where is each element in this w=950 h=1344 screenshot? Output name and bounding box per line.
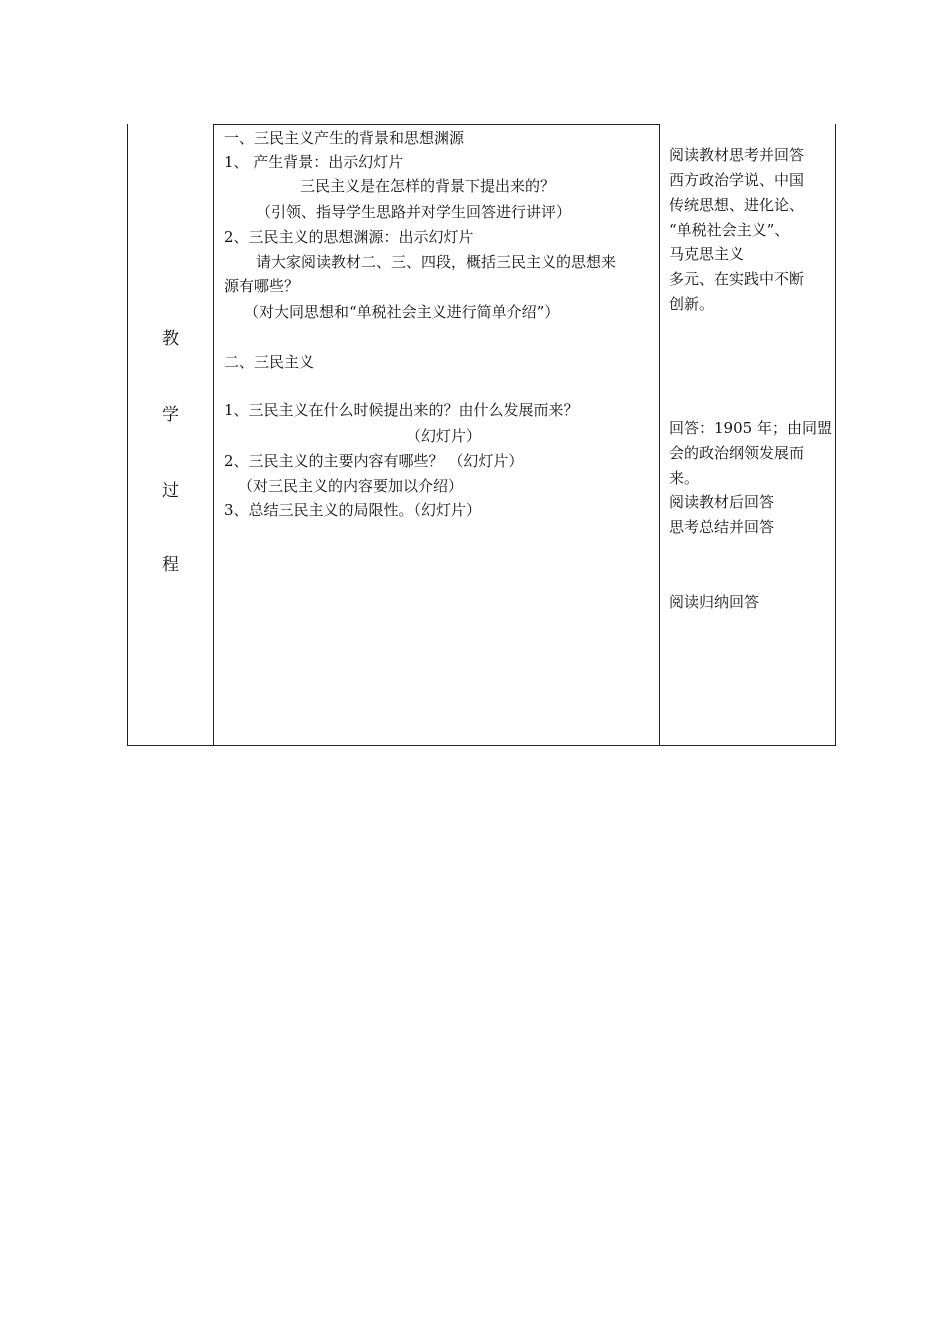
content-line: 1、 产生背景：出示幻灯片: [224, 153, 404, 171]
section-label-char-4: 程: [162, 555, 179, 575]
content-line: 2、三民主义的思想渊源：出示幻灯片: [224, 228, 474, 246]
response-line: 多元、在实践中不断: [669, 270, 805, 288]
content-line: 2、三民主义的主要内容有哪些？ （幻灯片）: [224, 452, 524, 470]
content-line: 源有哪些？: [224, 277, 300, 295]
content-line: （对大同思想和“单税社会主义进行简单介绍”）: [244, 303, 560, 321]
response-line: 创新。: [669, 295, 715, 313]
lesson-plan-table: [127, 124, 836, 746]
response-line: 思考总结并回答: [669, 518, 775, 536]
content-heading-1: 一、三民主义产生的背景和思想渊源: [224, 129, 465, 147]
column-divider-2: [659, 124, 660, 745]
section-label-char-1: 教: [162, 329, 179, 349]
content-line: 3、总结三民主义的局限性。（幻灯片）: [224, 501, 482, 519]
content-line: （对三民主义的内容要加以介绍）: [238, 477, 464, 495]
section-label-char-3: 过: [162, 481, 179, 501]
response-line: 阅读归纳回答: [669, 593, 760, 611]
section-label-char-2: 学: [162, 405, 179, 425]
response-line: 来。: [669, 469, 700, 487]
table-top-border: [213, 124, 659, 125]
content-line: 1、三民主义在什么时候提出来的？由什么发展而来？: [224, 401, 579, 419]
response-line: 西方政治学说、中国: [669, 171, 805, 189]
response-line: 回答：1905 年；由同盟: [669, 419, 832, 437]
response-line: 会的政治纲领发展而: [669, 444, 805, 462]
response-line: 传统思想、进化论、: [669, 196, 805, 214]
column-divider-1: [213, 124, 214, 745]
response-line: 阅读教材思考并回答: [669, 146, 805, 164]
content-line: （引领、指导学生思路并对学生回答进行讲评）: [256, 203, 572, 221]
content-line: 三民主义是在怎样的背景下提出来的？: [300, 177, 556, 195]
response-line: 阅读教材后回答: [669, 493, 775, 511]
response-line: 马克思主义: [669, 245, 745, 263]
content-heading-2: 二、三民主义: [224, 353, 315, 371]
response-line: “单税社会主义”、: [669, 221, 790, 239]
content-line: 请大家阅读教材二、三、四段，概括三民主义的思想来: [256, 253, 617, 271]
content-line: （幻灯片）: [406, 427, 482, 445]
column-divider-3: [835, 124, 836, 745]
